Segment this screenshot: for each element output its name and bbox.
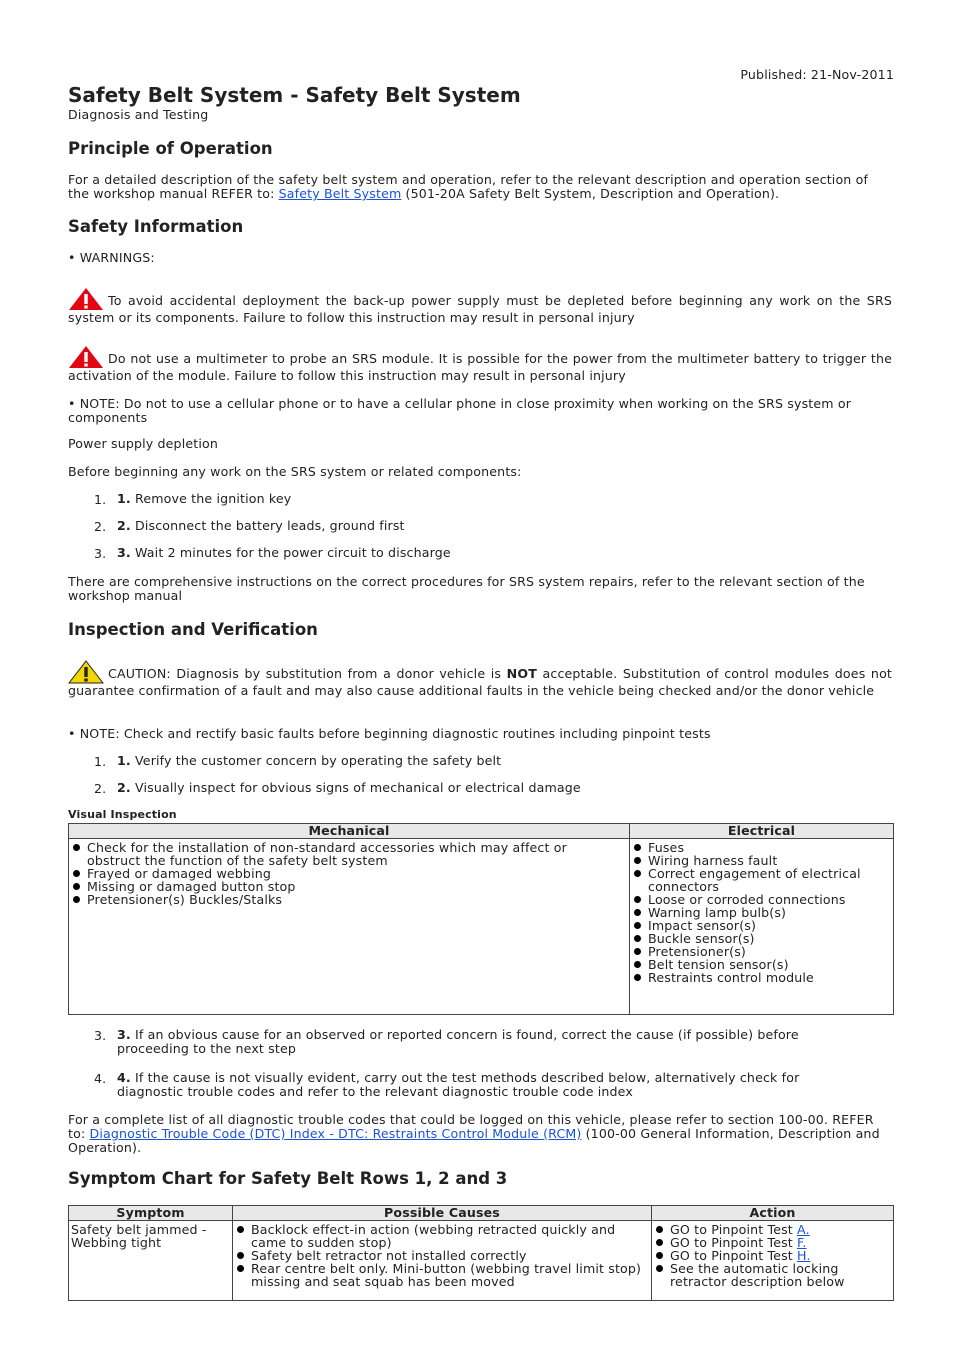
column-header: Mechanical: [69, 824, 630, 839]
published-date: Published: 21-Nov-2011: [740, 67, 894, 82]
comprehensive-text: There are comprehensive instructions on the correct procedures for SRS system repairs, refer to the relevant section of the workshop manual: [68, 574, 865, 603]
pinpoint-test-h-link[interactable]: H.: [797, 1248, 811, 1263]
list-item: Pretensioner(s): [632, 945, 891, 958]
list-item: Fuses: [632, 841, 891, 854]
column-header: Possible Causes: [233, 1206, 652, 1221]
actions-cell: [652, 1221, 894, 1301]
list-item: Rear centre belt only. Mini-button (webbing travel limit stop) missing and seat squab has been moved: [235, 1262, 649, 1288]
list-item: Wiring harness fault: [632, 854, 891, 867]
visual-inspection-table: [68, 823, 894, 1015]
electrical-cell: [630, 839, 894, 1015]
principle-heading: Principle of Operation: [68, 139, 273, 158]
mechanical-cell: [69, 839, 630, 1015]
visual-inspection-caption: Visual Inspection: [68, 808, 177, 821]
column-header: Action: [652, 1206, 894, 1221]
safety-belt-system-link[interactable]: Safety Belt System: [278, 186, 402, 201]
list-item: See the automatic locking retractor description below: [654, 1262, 891, 1288]
warning-icon: [68, 345, 104, 369]
pinpoint-test-f-link[interactable]: F.: [797, 1235, 807, 1250]
before-beginning: Before beginning any work on the SRS system or related components:: [68, 464, 522, 479]
list-item: Pretensioner(s) Buckles/Stalks: [71, 893, 611, 906]
list-item: GO to Pinpoint Test F.: [654, 1236, 891, 1249]
column-header: Symptom: [69, 1206, 233, 1221]
pinpoint-test-a-link[interactable]: A.: [797, 1222, 810, 1237]
warning-2: Do not use a multimeter to probe an SRS module. It is possible for the power from the multimeter battery to trigger the activation of the module. Failure to follow this instruction may result in personal injury: [68, 345, 892, 383]
list-item: Warning lamp bulb(s): [632, 906, 891, 919]
list-item: GO to Pinpoint Test H.: [654, 1249, 891, 1262]
note-cellular: • NOTE: Do not to use a cellular phone or to have a cellular phone in close proximity when working on the SRS system or components: [68, 396, 852, 425]
list-item: Correct engagement of electrical connectors: [632, 867, 891, 893]
note-check: • NOTE: Check and rectify basic faults before beginning diagnostic routines including pinpoint tests: [68, 726, 711, 741]
list-item: Safety belt retractor not installed correctly: [235, 1249, 649, 1262]
symptom-table: [68, 1205, 894, 1301]
power-depletion: Power supply depletion: [68, 436, 218, 451]
list-item: Buckle sensor(s): [632, 932, 891, 945]
causes-cell: [233, 1221, 652, 1301]
list-item: Restraints control module: [632, 971, 891, 984]
warning-icon: [68, 287, 104, 311]
list-item: GO to Pinpoint Test A.: [654, 1223, 891, 1236]
list-item: Check for the installation of non-standard accessories which may affect or obstruct the function of the safety belt system: [71, 841, 611, 867]
list-item: Missing or damaged button stop: [71, 880, 611, 893]
list-item: Backlock effect-in action (webbing retracted quickly and came to sudden stop): [235, 1223, 649, 1249]
symptom-cell: Safety belt jammed - Webbing tight: [69, 1221, 233, 1301]
inspection-heading: Inspection and Verification: [68, 620, 318, 639]
page-title: Safety Belt System - Safety Belt System: [68, 83, 521, 107]
symptom-heading: Symptom Chart for Safety Belt Rows 1, 2 and 3: [68, 1169, 508, 1188]
safety-heading: Safety Information: [68, 217, 244, 236]
dtc-index-link[interactable]: Diagnostic Trouble Code (DTC) Index - DTC: Restraints Control Module (RCM): [89, 1126, 582, 1141]
list-item: Impact sensor(s): [632, 919, 891, 932]
warnings-label: • WARNINGS:: [68, 250, 155, 265]
list-item: Belt tension sensor(s): [632, 958, 891, 971]
list-item: Frayed or damaged webbing: [71, 867, 611, 880]
warning-1: To avoid accidental deployment the back-up power supply must be depleted before beginning any work on the SRS system or its components. Failure to follow this instruction may result in personal injury: [68, 287, 892, 325]
column-header: Electrical: [630, 824, 894, 839]
page-subtitle: Diagnosis and Testing: [68, 107, 209, 122]
caution-icon: [68, 660, 104, 684]
principle-text: For a detailed description of the safety belt system and operation, refer to the relevant description and operation section of the workshop manual REFER to: Safety Belt System (501-20A Safety Belt System, Description and Operation).: [68, 172, 869, 201]
dtc-text: For a complete list of all diagnostic trouble codes that could be logged on this vehicle, please refer to section 100-00. REFER to: Diagnostic Trouble Code (DTC) Index - DTC: Restraints Control Module (RCM) (100-00 General Information, Description and Operation).: [68, 1112, 880, 1155]
caution: CAUTION: Diagnosis by substitution from a donor vehicle is NOT acceptable. Substitution of control modules does not guarantee confirmation of a fault and may also cause additional faults in the vehicle being checked and/or the donor vehicle: [68, 660, 892, 698]
list-item: Loose or corroded connections: [632, 893, 891, 906]
